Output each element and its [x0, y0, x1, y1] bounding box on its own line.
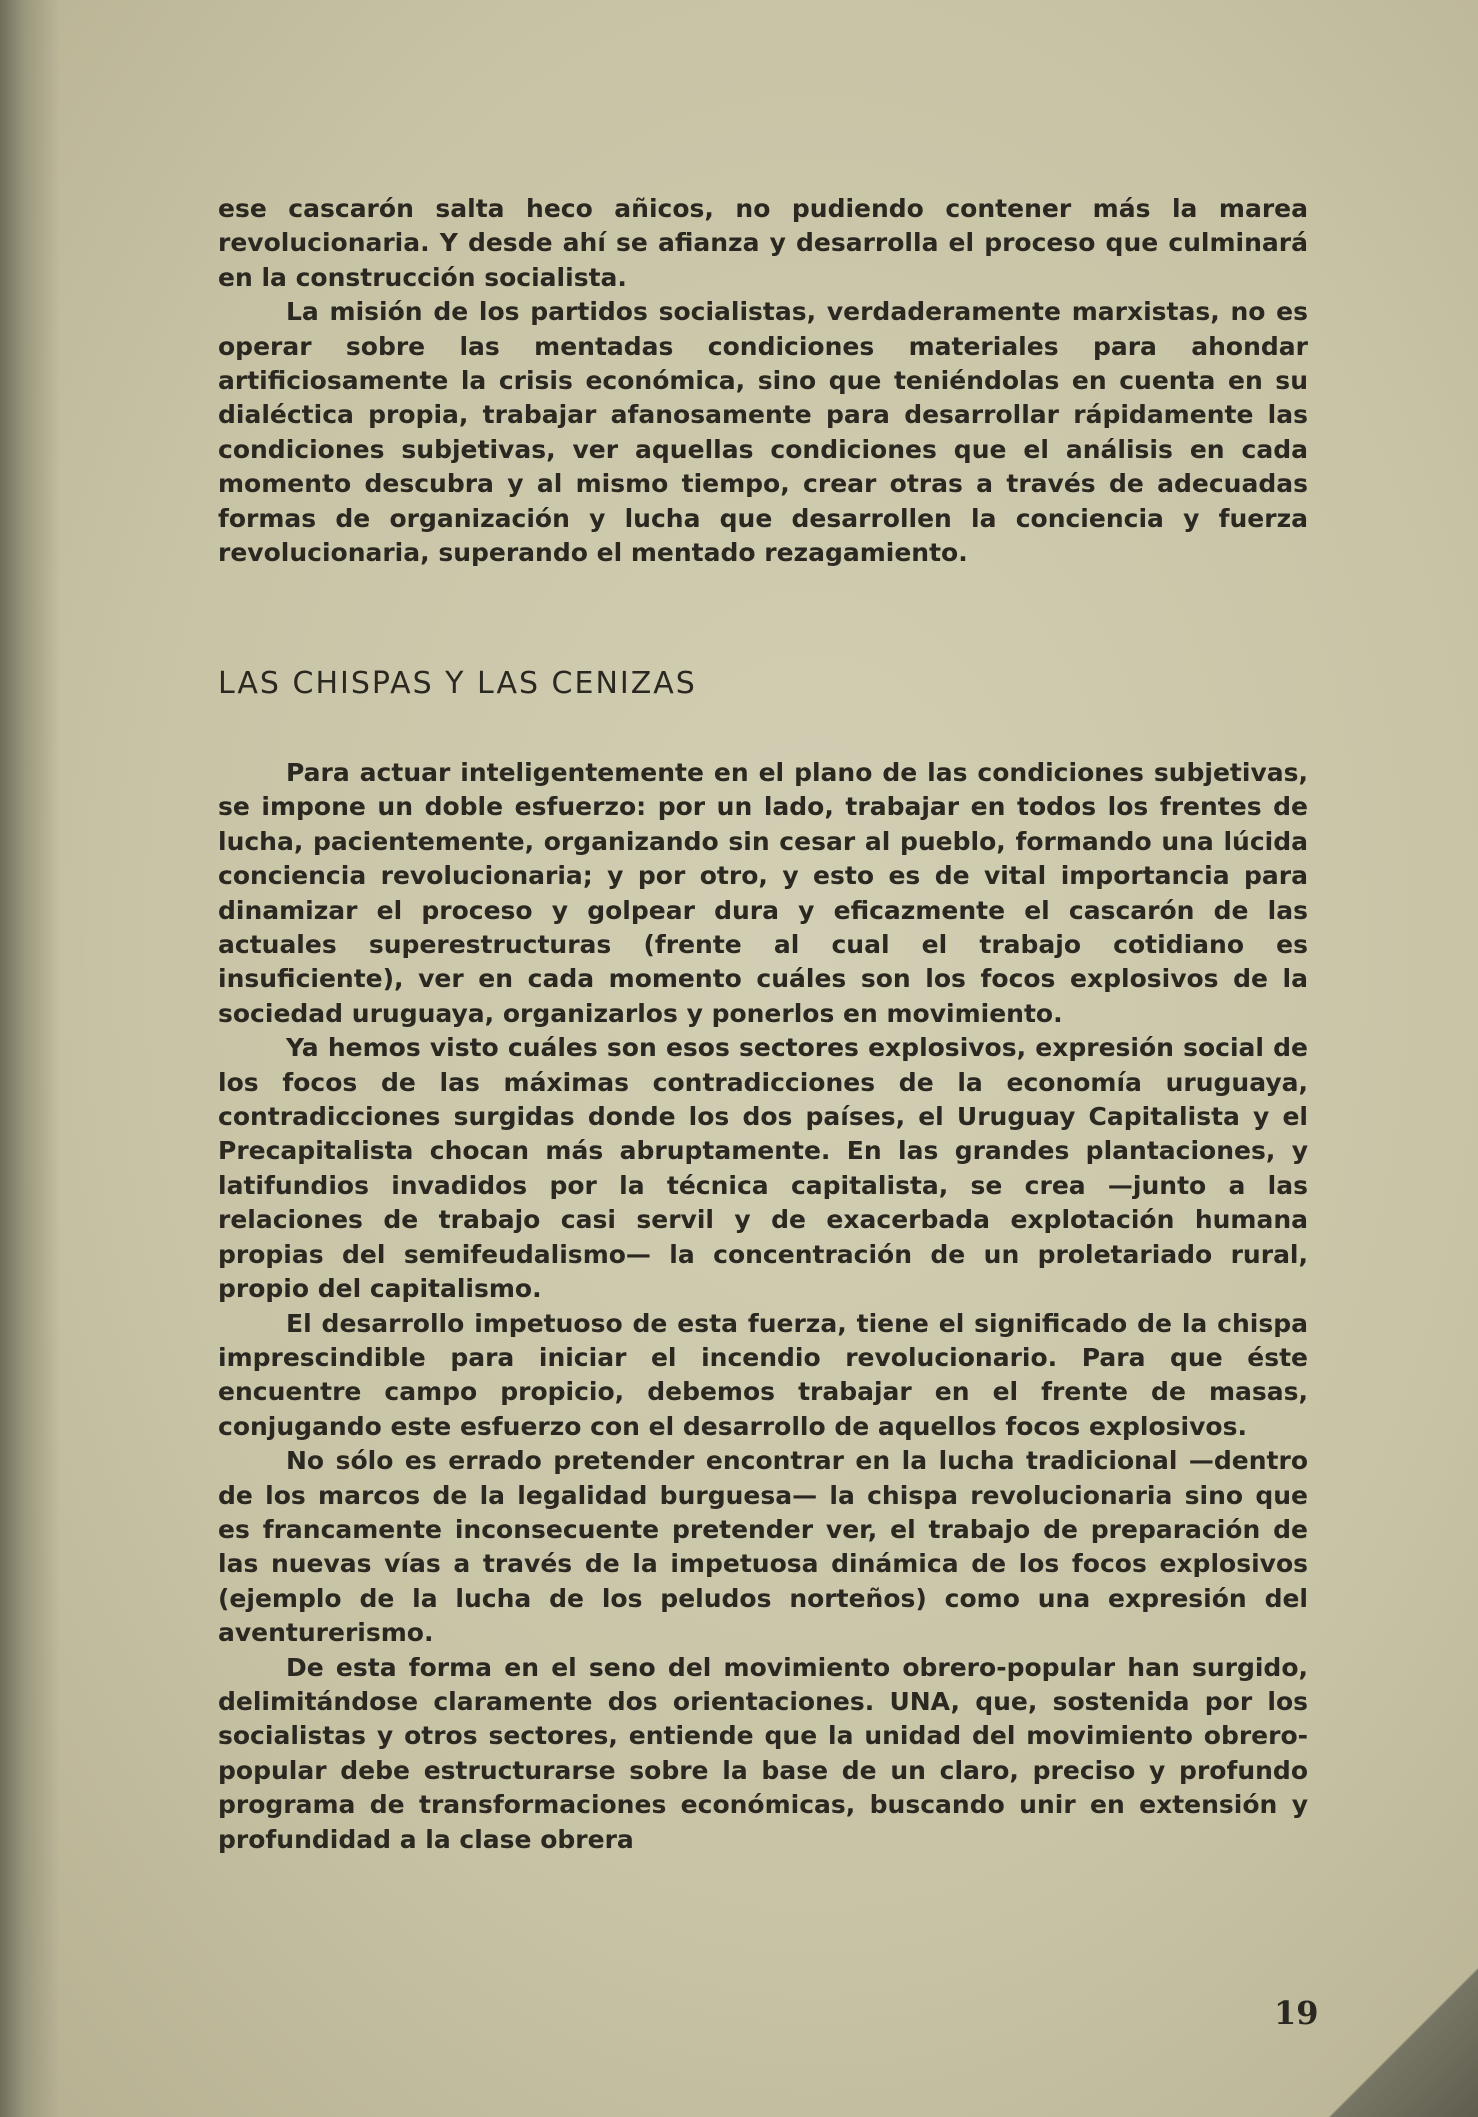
paragraph: El desarrollo impetuoso de esta fuerza, tiene el significado de la chispa imprescindible para iniciar el incendio revolucionario. Para que éste encuentre campo propicio, debemos trabajar en el frente de masas, conjugando este esfuerzo con el desarrollo de aquellos focos explosivos. [218, 1308, 1308, 1441]
binding-shadow [0, 0, 60, 2117]
folded-corner [1328, 1967, 1478, 2117]
page-number: 19 [1274, 1994, 1319, 2032]
paragraph: De esta forma en el seno del movimiento obrero-popular han surgido, delimitándose claramente dos orientaciones. UNA, que, sostenida por los socialistas y otros sectores, entiende que la unidad del movimiento obrero-popular debe estructurarse sobre la base de un claro, preciso y profundo programa de transformaciones económicas, buscando unir en extensión y profundidad a la clase obrera [218, 1652, 1308, 1854]
text-block-top [218, 192, 1308, 570]
paragraph: ese cascarón salta heco añicos, no pudiendo contener más la marea revolucionaria. Y desde ahí se afianza y desarrolla el proceso que culminará en la construcción socialista. [218, 194, 1308, 292]
text-block-bottom [218, 756, 1308, 1857]
paragraph: Ya hemos visto cuáles son esos sectores explosivos, expresión social de los focos de las máximas contradicciones de la economía uruguaya, contradicciones surgidas donde los dos países, el Uruguay Capitalista y el Precapitalista chocan más abruptamente. En las grandes plantaciones, y latifundios invadidos por la técnica capitalista, se crea —junto a las relaciones de trabajo casi servil y de exacerbada explotación humana propias del semifeudalismo— la concentración de un proletariado rural, propio del capitalismo. [218, 1033, 1308, 1304]
paragraph: No sólo es errado pretender encontrar en la lucha tradicional —dentro de los marcos de la legalidad burguesa— la chispa revolucionaria sino que es francamente inconsecuente pretender ver, el trabajo de preparación de las nuevas vías a través de la impetuosa dinámica de los focos explosivos (ejemplo de la lucha de los peludos norteños) como una expresión del aventurerismo. [218, 1446, 1308, 1648]
paragraph: La misión de los partidos socialistas, verdaderamente marxistas, no es operar sobre las mentadas condiciones materiales para ahondar artificiosamente la crisis económica, sino que teniéndolas en cuenta en su dialéctica propia, trabajar afanosamente para desarrollar rápidamente las condiciones subjetivas, ver aquellas condiciones que el análisis en cada momento descubra y al mismo tiempo, crear otras a través de adecuadas formas de organización y lucha que desarrollen la conciencia y fuerza revolucionaria, superando el mentado rezagamiento. [218, 297, 1308, 568]
section-heading: LAS CHISPAS Y LAS CENIZAS [218, 666, 697, 701]
paragraph: Para actuar inteligentemente en el plano de las condiciones subjetivas, se impone un doble esfuerzo: por un lado, trabajar en todos los frentes de lucha, pacientemente, organizando sin cesar al pueblo, formando una lúcida conciencia revolucionaria; y por otro, y esto es de vital importancia para dinamizar el proceso y golpear dura y eficazmente el cascarón de las actuales superestructuras (frente al cual el trabajo cotidiano es insuficiente), ver en cada momento cuáles son los focos explosivos de la sociedad uruguaya, organizarlos y ponerlos en movimiento. [218, 758, 1308, 1028]
